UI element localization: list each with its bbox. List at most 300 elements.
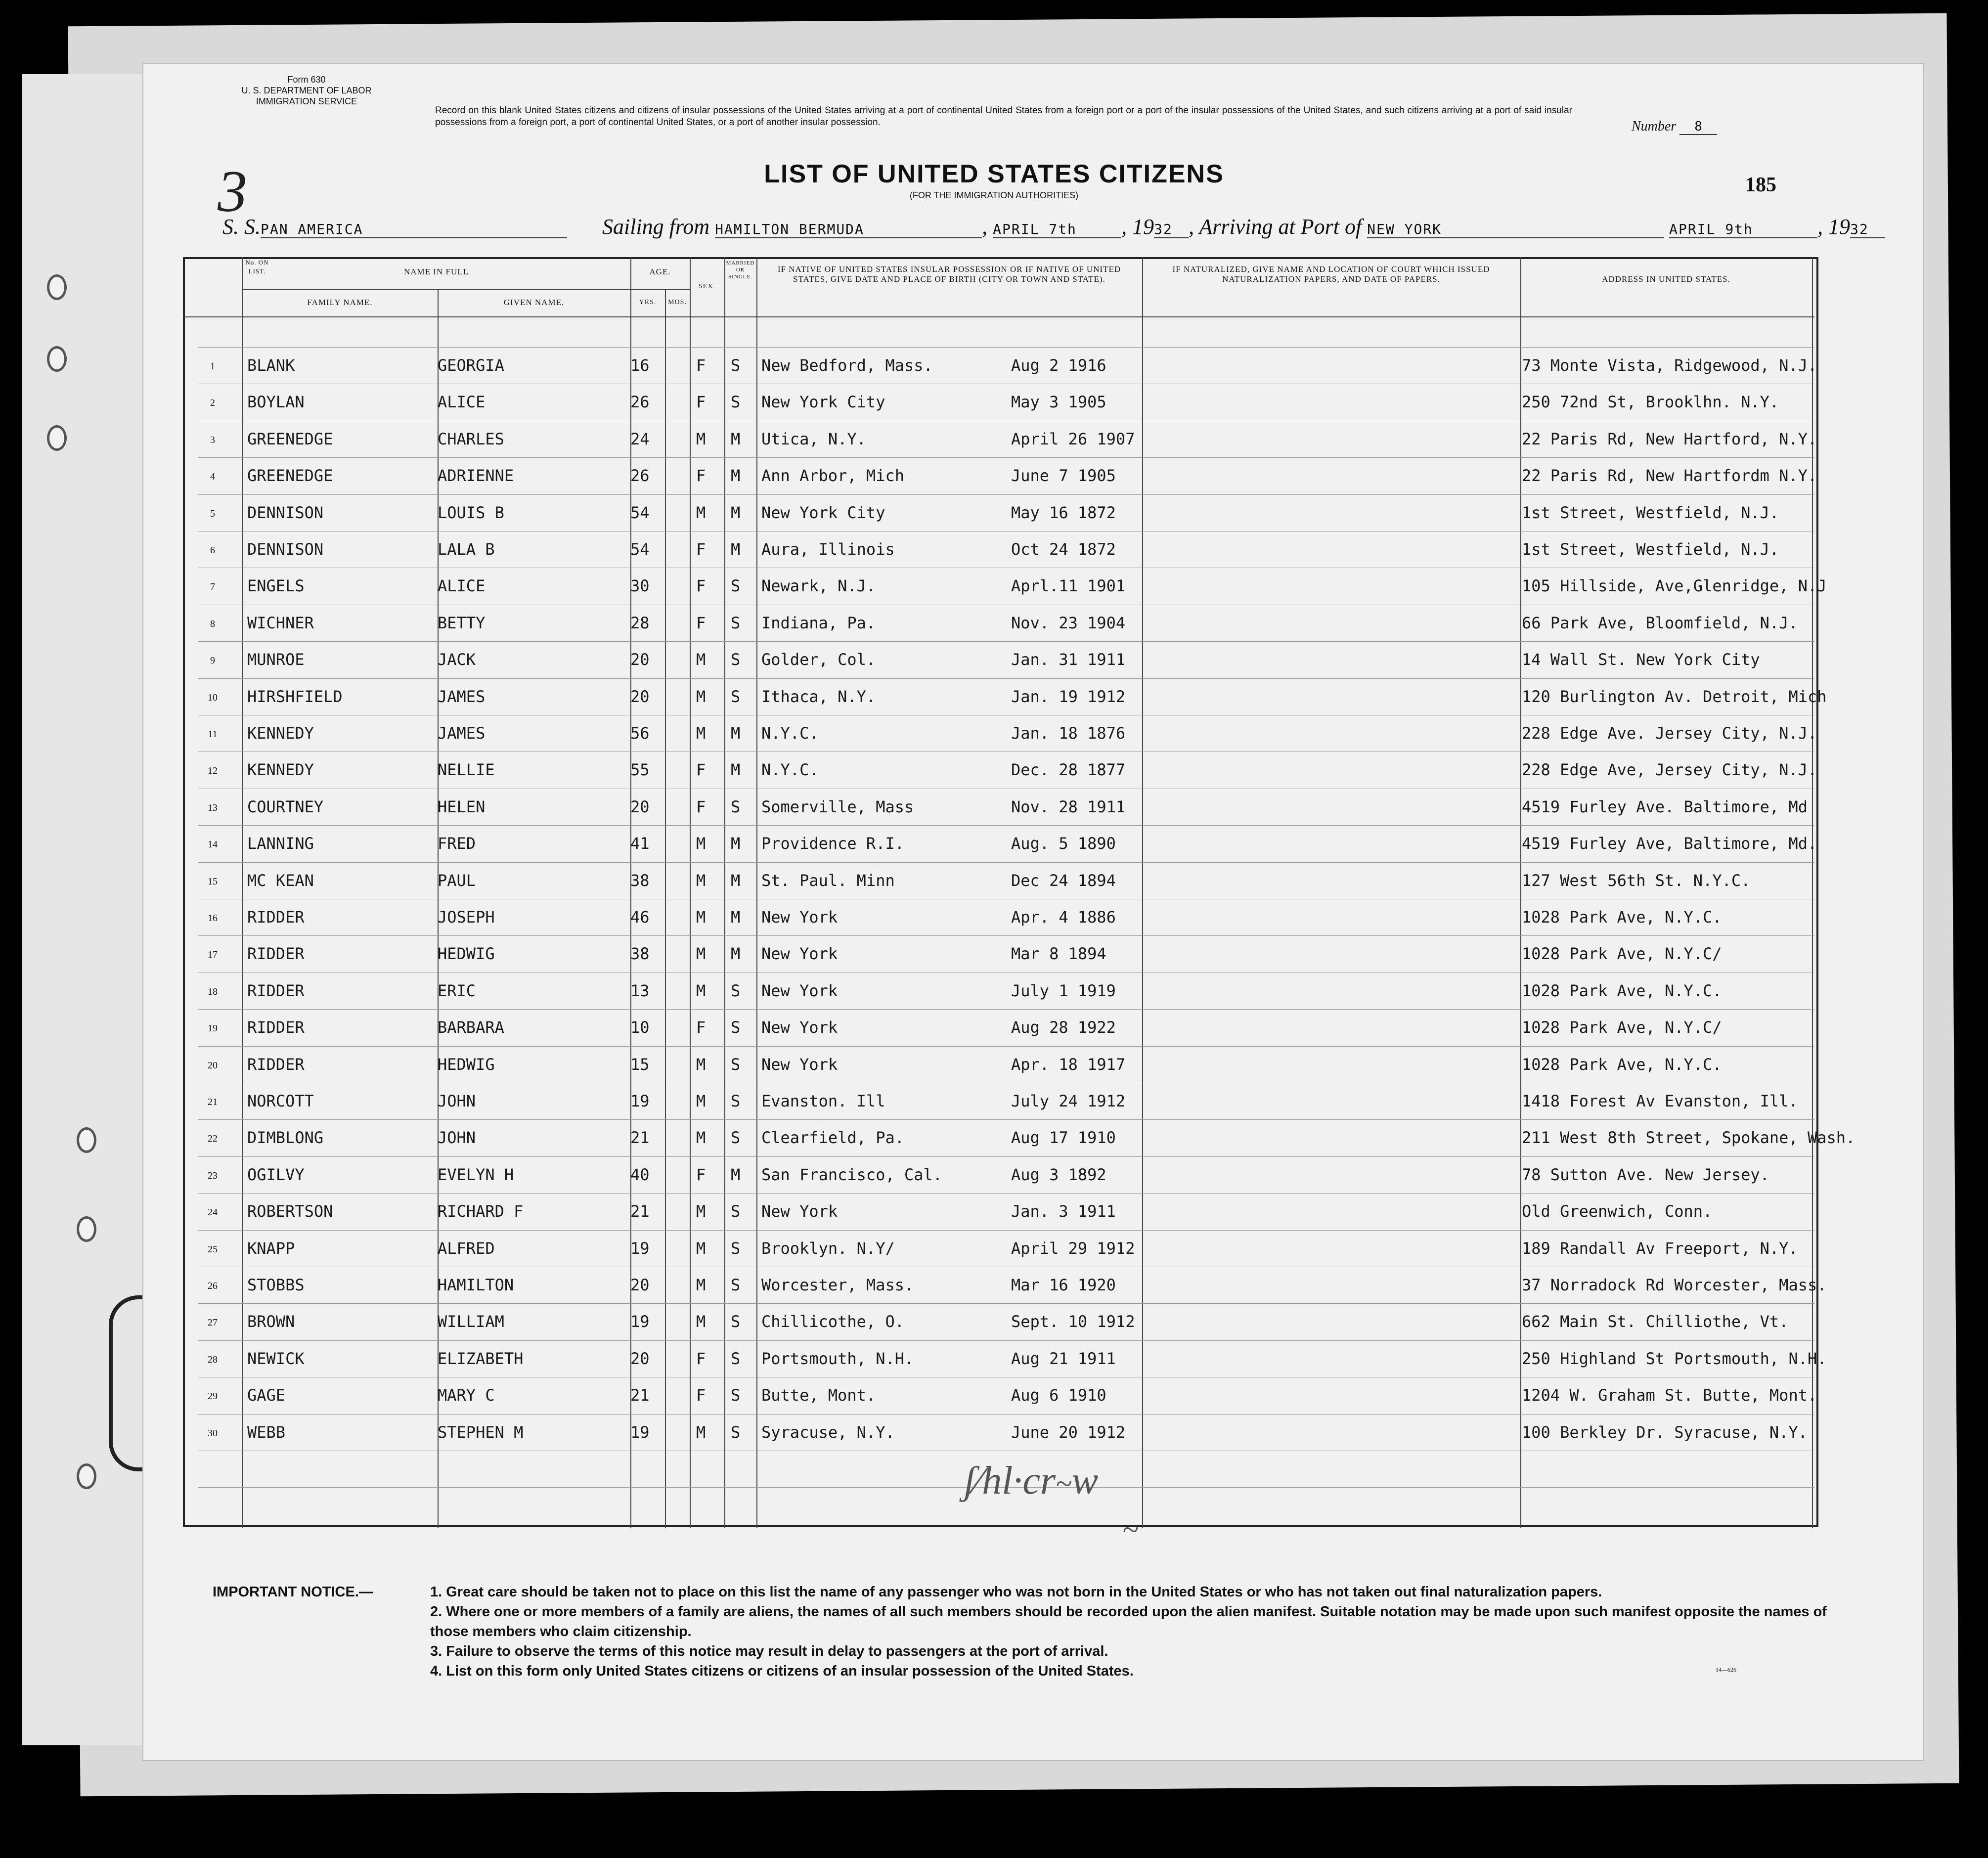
birth-date: Mar 16 1920: [1011, 1276, 1116, 1294]
age-years: 21: [630, 1386, 650, 1405]
birth-date: May 3 1905: [1011, 393, 1106, 411]
given-name: ELIZABETH: [438, 1349, 524, 1368]
sex: M: [696, 1239, 706, 1258]
family-name: ENGELS: [247, 576, 305, 595]
row-rule: [198, 457, 1814, 458]
sex: F: [696, 1386, 706, 1405]
birth-place: N.Y.C.: [761, 724, 819, 743]
age-years: 26: [630, 393, 650, 411]
address: 228 Edge Ave, Jersey City, N.J.: [1522, 760, 1817, 779]
form-number: Form 630: [287, 75, 326, 85]
address: 66 Park Ave, Bloomfield, N.J.: [1522, 614, 1798, 632]
marital-status: S: [731, 1312, 741, 1331]
sex: M: [696, 1055, 706, 1074]
birth-date: Jan. 31 1911: [1011, 650, 1126, 669]
age-years: 19: [630, 1312, 650, 1331]
punch-hole: [77, 1216, 96, 1242]
given-name: WILLIAM: [438, 1312, 504, 1331]
age-years: 20: [630, 650, 650, 669]
notice-text: 3. Failure to observe the terms of this notice may result in delay to passengers at the port of arrival.: [430, 1643, 1108, 1659]
important-notice: [213, 1582, 1834, 1681]
birth-place: Aura, Illinois: [761, 540, 895, 559]
marital-status: M: [731, 908, 741, 927]
marital-status: S: [731, 1239, 741, 1258]
family-name: ROBERTSON: [247, 1202, 333, 1221]
row-number: 26: [208, 1281, 218, 1291]
row-number: 28: [208, 1354, 218, 1365]
row-number: 8: [210, 619, 215, 629]
birth-place: New York City: [761, 503, 885, 522]
form-code: 14—626: [1716, 1666, 1736, 1673]
age-years: 20: [630, 687, 650, 706]
marital-status: M: [731, 540, 741, 559]
birth-place: Newark, N.J.: [761, 576, 876, 595]
age-years: 26: [630, 466, 650, 485]
row-number: 27: [208, 1317, 218, 1328]
birth-date: Jan. 19 1912: [1011, 687, 1126, 706]
sailing-date: APRIL 7th: [993, 221, 1121, 238]
family-name: COURTNEY: [247, 797, 324, 816]
page-number: 185: [1745, 174, 1776, 196]
birth-date: May 16 1872: [1011, 503, 1116, 522]
family-name: DENNISON: [247, 503, 324, 522]
age-years: 21: [630, 1128, 650, 1147]
sex: M: [696, 981, 706, 1000]
given-name: STEPHEN M: [438, 1423, 524, 1442]
sex: M: [696, 834, 706, 853]
family-name: RIDDER: [247, 1018, 305, 1037]
family-name: RIDDER: [247, 944, 305, 963]
age-years: 56: [630, 724, 650, 743]
family-name: MC KEAN: [247, 871, 314, 890]
address: 78 Sutton Ave. New Jersey.: [1522, 1165, 1769, 1184]
col-header-yrs: YRS.: [639, 299, 657, 306]
address: 1028 Park Ave, N.Y.C.: [1522, 981, 1722, 1000]
address: 1st Street, Westfield, N.J.: [1522, 503, 1779, 522]
sex: M: [696, 1202, 706, 1221]
family-name: BLANK: [247, 356, 295, 375]
row-number: 24: [208, 1207, 218, 1218]
family-name: KENNEDY: [247, 760, 314, 779]
birth-place: New Bedford, Mass.: [761, 356, 933, 375]
age-years: 21: [630, 1202, 650, 1221]
sex: F: [696, 1018, 706, 1037]
row-number: 1: [210, 361, 215, 372]
address: 1418 Forest Av Evanston, Ill.: [1522, 1092, 1798, 1110]
row-number: 20: [208, 1060, 218, 1071]
age-years: 41: [630, 834, 650, 853]
sailing-label: Sailing from: [602, 215, 710, 239]
address: 37 Norradock Rd Worcester, Mass.: [1522, 1276, 1827, 1294]
age-years: 10: [630, 1018, 650, 1037]
birth-date: Apr. 4 1886: [1011, 908, 1116, 927]
age-years: 55: [630, 760, 650, 779]
family-name: WEBB: [247, 1423, 286, 1442]
column-divider: [1142, 257, 1143, 1528]
marital-status: S: [731, 1055, 741, 1074]
ss-label: S. S.: [222, 215, 261, 239]
row-rule: [198, 1009, 1814, 1010]
birth-place: Brooklyn. N.Y/: [761, 1239, 895, 1258]
family-name: STOBBS: [247, 1276, 305, 1294]
family-name: OGILVY: [247, 1165, 305, 1184]
arriving-label: Arriving at Port of: [1199, 215, 1362, 239]
given-name: JAMES: [438, 724, 486, 743]
birth-place: Indiana, Pa.: [761, 614, 876, 632]
row-rule: [198, 1303, 1814, 1304]
birth-place: Providence R.I.: [761, 834, 904, 853]
sex: F: [696, 393, 706, 411]
notice-lead: IMPORTANT NOTICE.—: [213, 1584, 373, 1600]
sex: M: [696, 1092, 706, 1110]
birth-place: New York: [761, 944, 838, 963]
address: 4519 Furley Ave. Baltimore, Md: [1522, 797, 1808, 816]
address: 22 Paris Rd, New Hartford, N.Y.: [1522, 430, 1817, 448]
sex: F: [696, 760, 706, 779]
row-number: 12: [208, 765, 218, 776]
arrival-year: 32: [1850, 221, 1885, 238]
marital-status: S: [731, 797, 741, 816]
age-years: 19: [630, 1092, 650, 1110]
row-rule: [198, 862, 1814, 863]
birth-place: Clearfield, Pa.: [761, 1128, 904, 1147]
marital-status: S: [731, 687, 741, 706]
birth-date: July 1 1919: [1011, 981, 1116, 1000]
address: 662 Main St. Chilliothe, Vt.: [1522, 1312, 1789, 1331]
age-years: 28: [630, 614, 650, 632]
sex: F: [696, 614, 706, 632]
row-number: 10: [208, 692, 218, 703]
marital-status: S: [731, 393, 741, 411]
birth-place: New York: [761, 1055, 838, 1074]
row-rule: [198, 1193, 1814, 1194]
birth-date: Nov. 23 1904: [1011, 614, 1126, 632]
column-divider: [1520, 257, 1521, 1528]
row-number: 13: [208, 802, 218, 813]
row-rule: [198, 1340, 1814, 1341]
family-name: GREENEDGE: [247, 466, 333, 485]
birth-place: Portsmouth, N.H.: [761, 1349, 914, 1368]
col-header-married: MARRIED OR SINGLE.: [726, 260, 755, 280]
birth-place: San Francisco, Cal.: [761, 1165, 943, 1184]
age-years: 20: [630, 1349, 650, 1368]
marital-status: M: [731, 760, 741, 779]
page-subtitle: (FOR THE IMMIGRATION AUTHORITIES): [909, 190, 1079, 200]
notice-item: [213, 1582, 1834, 1602]
col-header-naturalized: IF NATURALIZED, GIVE NAME AND LOCATION OF COURT WHICH ISSUED NATURALIZATION PAPERS, AND DATE OF PAPERS.: [1172, 265, 1490, 284]
given-name: HEDWIG: [438, 944, 495, 963]
row-number: 22: [208, 1133, 218, 1144]
sex: M: [696, 1276, 706, 1294]
col-header-family: FAMILY NAME.: [307, 298, 373, 307]
sex: F: [696, 576, 706, 595]
address: 189 Randall Av Freeport, N.Y.: [1522, 1239, 1798, 1258]
punch-hole: [47, 346, 67, 372]
row-rule: [198, 1119, 1814, 1120]
address: 1028 Park Ave, N.Y.C/: [1522, 1018, 1722, 1037]
given-name: JAMES: [438, 687, 486, 706]
address: 14 Wall St. New York City: [1522, 650, 1760, 669]
sex: M: [696, 503, 706, 522]
sex: F: [696, 540, 706, 559]
row-number: 25: [208, 1244, 218, 1255]
row-number: 30: [208, 1428, 218, 1439]
sex: M: [696, 871, 706, 890]
marital-status: S: [731, 614, 741, 632]
given-name: RICHARD F: [438, 1202, 524, 1221]
row-number: 29: [208, 1391, 218, 1402]
sex: M: [696, 650, 706, 669]
row-number: 19: [208, 1023, 218, 1034]
marital-status: S: [731, 1276, 741, 1294]
row-number: 14: [208, 839, 218, 850]
col-header-name: NAME IN FULL: [404, 267, 469, 276]
age-years: 16: [630, 356, 650, 375]
sex: M: [696, 908, 706, 927]
birth-place: New York: [761, 981, 838, 1000]
punch-hole: [77, 1127, 96, 1153]
sex: F: [696, 797, 706, 816]
col-header-given: GIVEN NAME.: [503, 298, 565, 307]
age-years: 13: [630, 981, 650, 1000]
arrival-year-prefix: 19: [1828, 215, 1851, 239]
sex: M: [696, 430, 706, 448]
header-divider: [242, 289, 690, 290]
given-name: FRED: [438, 834, 476, 853]
age-years: 19: [630, 1423, 650, 1442]
sex: M: [696, 1128, 706, 1147]
row-number: 6: [210, 545, 215, 556]
birth-place: Somerville, Mass: [761, 797, 914, 816]
family-name: RIDDER: [247, 908, 305, 927]
birth-date: June 7 1905: [1011, 466, 1116, 485]
signature-mark: ~: [1122, 1513, 1139, 1546]
family-name: BROWN: [247, 1312, 295, 1331]
col-header-address: ADDRESS IN UNITED STATES.: [1602, 274, 1730, 284]
birth-date: Sept. 10 1912: [1011, 1312, 1135, 1331]
birth-place: Syracuse, N.Y.: [761, 1423, 895, 1442]
age-years: 19: [630, 1239, 650, 1258]
row-number: 2: [210, 398, 215, 408]
birth-date: Jan. 3 1911: [1011, 1202, 1116, 1221]
family-name: DIMBLONG: [247, 1128, 324, 1147]
department-name: U. S. DEPARTMENT OF LABOR: [241, 86, 372, 95]
birth-place: N.Y.C.: [761, 760, 819, 779]
row-number: 23: [208, 1170, 218, 1181]
birth-date: Apr. 18 1917: [1011, 1055, 1126, 1074]
age-years: 24: [630, 430, 650, 448]
row-number: 11: [208, 729, 218, 740]
address: 250 72nd St, Brooklhn. N.Y.: [1522, 393, 1779, 411]
age-years: 54: [630, 540, 650, 559]
birth-place: New York: [761, 908, 838, 927]
birth-date: June 20 1912: [1011, 1423, 1126, 1442]
birth-date: Aug 6 1910: [1011, 1386, 1106, 1405]
row-number: 3: [210, 435, 215, 445]
family-name: GAGE: [247, 1386, 286, 1405]
given-name: LALA B: [438, 540, 495, 559]
column-divider: [242, 257, 243, 1528]
given-name: HELEN: [438, 797, 486, 816]
marital-status: M: [731, 724, 741, 743]
age-years: 46: [630, 908, 650, 927]
given-name: HAMILTON: [438, 1276, 514, 1294]
given-name: EVELYN H: [438, 1165, 514, 1184]
address: 228 Edge Ave. Jersey City, N.J.: [1522, 724, 1817, 743]
column-divider: [665, 289, 666, 1528]
given-name: BETTY: [438, 614, 486, 632]
col-header-sex: SEX.: [699, 283, 715, 290]
number-value: 8: [1679, 119, 1717, 135]
row-number: 17: [208, 949, 218, 960]
given-name: ADRIENNE: [438, 466, 514, 485]
punch-hole: [47, 274, 67, 300]
birth-place: Ithaca, N.Y.: [761, 687, 876, 706]
family-name: GREENEDGE: [247, 430, 333, 448]
family-name: MUNROE: [247, 650, 305, 669]
marital-status: S: [731, 981, 741, 1000]
given-name: MARY C: [438, 1386, 495, 1405]
marital-status: S: [731, 1386, 741, 1405]
marital-status: M: [731, 503, 741, 522]
given-name: NELLIE: [438, 760, 495, 779]
family-name: BOYLAN: [247, 393, 305, 411]
row-rule: [198, 678, 1814, 679]
marital-status: M: [731, 1165, 741, 1184]
notice-item: [430, 1602, 1834, 1641]
marital-status: S: [731, 1349, 741, 1368]
given-name: BARBARA: [438, 1018, 504, 1037]
birth-date: Dec 24 1894: [1011, 871, 1116, 890]
address: 1204 W. Graham St. Butte, Mont.: [1522, 1386, 1817, 1405]
birth-place: Utica, N.Y.: [761, 430, 866, 448]
address: 4519 Furley Ave, Baltimore, Md.: [1522, 834, 1817, 853]
row-rule: [198, 1156, 1814, 1157]
notice-text: 4. List on this form only United States citizens or citizens of an insular possession of the United States.: [430, 1663, 1134, 1679]
age-years: 20: [630, 1276, 650, 1294]
birth-place: Evanston. Ill: [761, 1092, 885, 1110]
sailing-port: HAMILTON BERMUDA: [715, 221, 982, 238]
sex: M: [696, 1312, 706, 1331]
family-name: HIRSHFIELD: [247, 687, 343, 706]
sex: M: [696, 687, 706, 706]
row-number: 4: [210, 471, 215, 482]
row-rule: [198, 347, 1814, 348]
row-number: 9: [210, 655, 215, 666]
marital-status: S: [731, 1018, 741, 1037]
sex: M: [696, 1423, 706, 1442]
birth-place: New York: [761, 1018, 838, 1037]
notice-text: 2. Where one or more members of a family are aliens, the names of all such members should be recorded upon the alien manifest. Suitable notation may be made upon such manifest opposite the names of those members who claim citizenship.: [430, 1604, 1827, 1639]
notice-text: 1. Great care should be taken not to place on this list the name of any passenger who was not born in the United States or who has not taken out final naturalization papers.: [430, 1584, 1602, 1600]
sex: F: [696, 1165, 706, 1184]
voyage-line: S. S.PAN AMERICA Sailing from HAMILTON BERMUDA , APRIL 7th , 1932 , Arriving at Port of NEW YORK APRIL 9th , 1932: [222, 214, 1885, 239]
row-rule: [198, 1046, 1814, 1047]
marital-status: M: [731, 871, 741, 890]
inspector-signature: ʃ⁄hl·cr~w: [964, 1459, 1098, 1503]
given-name: PAUL: [438, 871, 476, 890]
marital-status: S: [731, 1423, 741, 1442]
marital-status: M: [731, 430, 741, 448]
address: 105 Hillside, Ave,Glenridge, N.J: [1522, 576, 1827, 595]
address: 1028 Park Ave, N.Y.C.: [1522, 1055, 1722, 1074]
given-name: ALICE: [438, 576, 486, 595]
birth-date: Aug 3 1892: [1011, 1165, 1106, 1184]
sex: F: [696, 356, 706, 375]
col-header-mos: MOS.: [668, 299, 687, 306]
birth-date: Aug 2 1916: [1011, 356, 1106, 375]
birth-place: Chillicothe, O.: [761, 1312, 904, 1331]
marital-status: S: [731, 1092, 741, 1110]
address: 1028 Park Ave, N.Y.C.: [1522, 908, 1722, 927]
punch-hole: [47, 425, 67, 451]
birth-place: St. Paul. Minn: [761, 871, 895, 890]
address: 1028 Park Ave, N.Y.C/: [1522, 944, 1722, 963]
family-name: WICHNER: [247, 614, 314, 632]
marital-status: S: [731, 650, 741, 669]
birth-date: Aug 28 1922: [1011, 1018, 1116, 1037]
row-rule: [198, 825, 1814, 826]
column-divider: [724, 257, 725, 1528]
birth-date: Aug. 5 1890: [1011, 834, 1116, 853]
age-years: 20: [630, 797, 650, 816]
birth-place: New York: [761, 1202, 838, 1221]
col-header-no: No. ON LIST.: [245, 259, 269, 275]
birth-date: Aug 17 1910: [1011, 1128, 1116, 1147]
birth-date: April 29 1912: [1011, 1239, 1135, 1258]
marital-status: S: [731, 356, 741, 375]
list-number: [1632, 119, 1717, 134]
header-divider: [183, 316, 1814, 317]
birth-date: Aug 21 1911: [1011, 1349, 1116, 1368]
handwritten-mark: 3: [218, 158, 247, 224]
arrival-date: APRIL 9th: [1669, 221, 1817, 238]
service-name: IMMIGRATION SERVICE: [256, 96, 357, 106]
address: Old Greenwich, Conn.: [1522, 1202, 1713, 1221]
page-title: LIST OF UNITED STATES CITIZENS: [764, 160, 1224, 188]
birth-date: Oct 24 1872: [1011, 540, 1116, 559]
address: 120 Burlington Av. Detroit, Mich: [1522, 687, 1827, 706]
age-years: 30: [630, 576, 650, 595]
birth-date: Dec. 28 1877: [1011, 760, 1126, 779]
given-name: JOSEPH: [438, 908, 495, 927]
given-name: JOHN: [438, 1092, 476, 1110]
given-name: JOHN: [438, 1128, 476, 1147]
marital-status: M: [731, 834, 741, 853]
row-number: 15: [208, 876, 218, 887]
birth-place: New York City: [761, 393, 885, 411]
record-instructions: Record on this blank United States citizens and citizens of insular possessions of the United States arriving at a port of continental United States from a foreign port or a port of the insular possessions of the United States, and such citizens arriving at a port of said insular possessions from a foreign port, a port of continental United States, or a port of another insular possession.: [435, 105, 1572, 128]
address: 73 Monte Vista, Ridgewood, N.J.: [1522, 356, 1817, 375]
punch-hole: [77, 1463, 96, 1489]
birth-place: Ann Arbor, Mich: [761, 466, 904, 485]
given-name: LOUIS B: [438, 503, 504, 522]
given-name: GEORGIA: [438, 356, 504, 375]
address: 22 Paris Rd, New Hartfordm N.Y.: [1522, 466, 1817, 485]
sex: F: [696, 466, 706, 485]
birth-date: Jan. 18 1876: [1011, 724, 1126, 743]
given-name: HEDWIG: [438, 1055, 495, 1074]
row-rule: [198, 641, 1814, 642]
birth-date: April 26 1907: [1011, 430, 1135, 448]
birth-date: Nov. 28 1911: [1011, 797, 1126, 816]
family-name: LANNING: [247, 834, 314, 853]
marital-status: S: [731, 1128, 741, 1147]
address: 100 Berkley Dr. Syracuse, N.Y.: [1522, 1423, 1808, 1442]
row-rule: [198, 1230, 1814, 1231]
family-name: KNAPP: [247, 1239, 295, 1258]
address: 127 West 56th St. N.Y.C.: [1522, 871, 1751, 890]
